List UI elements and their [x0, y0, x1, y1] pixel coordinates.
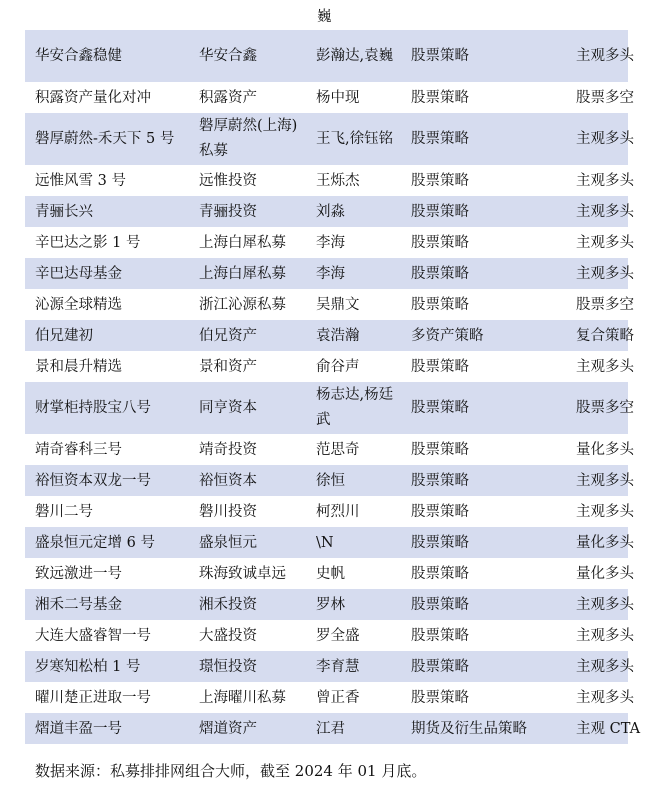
- company-cell: 伯兄资产: [189, 320, 306, 351]
- manager-cell: 刘淼: [306, 196, 401, 227]
- table-row: [25, 465, 628, 496]
- manager-cell: 王飞,徐钰铭: [306, 113, 401, 165]
- fund-name-cell: 致远激进一号: [35, 565, 122, 582]
- sub-strategy-cell: 主观多头: [544, 465, 628, 496]
- company-cell: 盛泉恒元: [189, 527, 306, 558]
- fund-name-cell: 积露资产量化对冲: [35, 89, 151, 106]
- strategy-cell: 股票策略: [401, 465, 544, 496]
- fund-name-cell: 湘禾二号基金: [25, 589, 189, 620]
- table-row: [25, 589, 628, 620]
- fund-name-cell: 青骊长兴: [25, 196, 189, 227]
- fund-name-cell: 远惟风雪 3 号: [35, 172, 126, 189]
- fund-name-cell: 辛巴达之影 1 号: [35, 234, 141, 251]
- sub-strategy-cell: 量化多头: [544, 527, 628, 558]
- table-row: [25, 651, 628, 682]
- table-row: [25, 30, 628, 82]
- table-row: [25, 496, 628, 527]
- manager-cell: 杨中现: [316, 89, 360, 106]
- source-note: 数据来源：私募排排网组合大师，截至 2024 年 01 月底。: [35, 762, 427, 780]
- company-cell: 上海白犀私募: [189, 258, 306, 289]
- table-row: [25, 558, 628, 589]
- strategy-cell: 股票策略: [401, 196, 544, 227]
- strategy-cell: 股票策略: [401, 527, 544, 558]
- manager-cell: 俞谷声: [316, 358, 360, 375]
- sub-strategy-cell: 主观多头: [576, 358, 634, 375]
- company-cell: 湘禾投资: [189, 589, 306, 620]
- company-cell: 浙江沁源私募: [199, 296, 286, 313]
- manager-cell: 吴鼎文: [316, 296, 360, 313]
- sub-strategy-cell: 主观多头: [576, 689, 634, 706]
- company-cell: 青骊投资: [189, 196, 306, 227]
- manager-cell: 史帆: [316, 565, 345, 582]
- strategy-cell: 股票策略: [401, 30, 544, 82]
- strategy-cell: 多资产策略: [401, 320, 544, 351]
- fund-name-cell: 磐厚蔚然-禾天下 5 号: [25, 113, 189, 165]
- table-row: [25, 351, 628, 382]
- table-row: [25, 713, 628, 744]
- fund-name-cell: 沁源全球精选: [35, 296, 122, 313]
- manager-cell: 李海: [306, 258, 401, 289]
- fund-name-cell: 华安合鑫稳健: [25, 30, 189, 82]
- sub-strategy-cell: 主观多头: [576, 627, 634, 644]
- manager-cell: \N: [306, 527, 401, 558]
- fund-name-cell: 大连大盛睿智一号: [35, 627, 151, 644]
- manager-cell: 李海: [316, 234, 345, 251]
- sub-strategy-cell: 股票多空: [576, 296, 634, 313]
- strategy-cell: 股票策略: [401, 258, 544, 289]
- sub-strategy-cell: 主观多头: [576, 172, 634, 189]
- fund-name-cell: 裕恒资本双龙一号: [25, 465, 189, 496]
- sub-strategy-cell: 复合策略: [544, 320, 628, 351]
- strategy-cell: 股票策略: [411, 358, 469, 375]
- company-cell: 上海白犀私募: [199, 234, 286, 251]
- sub-strategy-cell: 主观多头: [544, 196, 628, 227]
- fund-table-body: [25, 30, 641, 744]
- table-row: [25, 196, 628, 227]
- sub-strategy-cell: 主观 CTA: [544, 713, 628, 744]
- sub-strategy-cell: 股票多空: [576, 89, 634, 106]
- sub-strategy-cell: 量化多头: [576, 441, 634, 458]
- fund-name-cell: 岁寒知松柏 1 号: [25, 651, 189, 682]
- strategy-cell: 股票策略: [401, 651, 544, 682]
- strategy-cell: 股票策略: [411, 172, 469, 189]
- company-cell: 大盛投资: [199, 627, 257, 644]
- sub-strategy-cell: 主观多头: [576, 234, 634, 251]
- fund-name-cell: 曜川楚正进取一号: [35, 689, 151, 706]
- fund-name-cell: 景和晨升精选: [35, 358, 122, 375]
- sub-strategy-cell: 主观多头: [544, 258, 628, 289]
- company-cell: 珠海致诚卓远: [199, 565, 286, 582]
- table-row: [25, 258, 628, 289]
- sub-strategy-cell: 主观多头: [576, 503, 634, 520]
- manager-cell: 范思奇: [316, 441, 360, 458]
- sub-strategy-cell: 股票多空: [544, 382, 628, 434]
- manager-cell: 罗全盛: [316, 627, 360, 644]
- sub-strategy-cell: 主观多头: [544, 589, 628, 620]
- company-cell: 靖奇投资: [199, 441, 257, 458]
- strategy-cell: 股票策略: [411, 441, 469, 458]
- fund-name-cell: 熠道丰盈一号: [25, 713, 189, 744]
- table-row: [25, 382, 628, 434]
- strategy-cell: 股票策略: [401, 382, 544, 434]
- company-cell: 裕恒资本: [189, 465, 306, 496]
- company-cell: 远惟投资: [199, 172, 257, 189]
- strategy-cell: 期货及衍生品策略: [401, 713, 544, 744]
- strategy-cell: 股票策略: [411, 627, 469, 644]
- sub-strategy-cell: 主观多头: [544, 30, 628, 82]
- wrapped-manager-fragment: 巍: [317, 9, 332, 25]
- strategy-cell: 股票策略: [411, 89, 469, 106]
- manager-cell: 曾正香: [316, 689, 360, 706]
- table-row: [25, 527, 628, 558]
- manager-cell: 罗林: [306, 589, 401, 620]
- table-row: [25, 113, 628, 165]
- strategy-cell: 股票策略: [401, 589, 544, 620]
- fund-name-cell: 靖奇睿科三号: [35, 441, 122, 458]
- table-row: [25, 165, 628, 196]
- strategy-cell: 股票策略: [411, 565, 469, 582]
- table-row: [25, 434, 628, 465]
- company-cell: 景和资产: [199, 358, 257, 375]
- strategy-cell: 股票策略: [411, 234, 469, 251]
- company-cell: 积露资产: [199, 89, 257, 106]
- fund-table: [25, 30, 641, 744]
- manager-cell: 柯烈川: [316, 503, 360, 520]
- sub-strategy-cell: 主观多头: [544, 113, 628, 165]
- fund-name-cell: 伯兄建初: [25, 320, 189, 351]
- manager-cell: 王烁杰: [316, 172, 360, 189]
- company-cell: 华安合鑫: [189, 30, 306, 82]
- strategy-cell: 股票策略: [411, 689, 469, 706]
- table-row: [25, 320, 628, 351]
- company-cell: 熠道资产: [189, 713, 306, 744]
- company-cell: 磐川投资: [199, 503, 257, 520]
- fund-name-cell: 辛巴达母基金: [25, 258, 189, 289]
- table-row: [25, 682, 628, 713]
- manager-cell: 杨志达,杨廷武: [306, 382, 401, 434]
- fund-name-cell: 财掌柜持股宝八号: [25, 382, 189, 434]
- manager-cell: 李育慧: [306, 651, 401, 682]
- sub-strategy-cell: 量化多头: [576, 565, 634, 582]
- company-cell: 同亨资本: [189, 382, 306, 434]
- fund-name-cell: 盛泉恒元定增 6 号: [25, 527, 189, 558]
- manager-cell: 江君: [306, 713, 401, 744]
- company-cell: 上海曜川私募: [199, 689, 286, 706]
- manager-cell: 彭瀚达,袁巍: [306, 30, 401, 82]
- strategy-cell: 股票策略: [401, 113, 544, 165]
- company-cell: 磐厚蔚然(上海)私募: [189, 113, 306, 165]
- table-row: [25, 82, 628, 113]
- strategy-cell: 股票策略: [411, 503, 469, 520]
- fund-name-cell: 磐川二号: [35, 503, 93, 520]
- sub-strategy-cell: 主观多头: [544, 651, 628, 682]
- manager-cell: 袁浩瀚: [306, 320, 401, 351]
- table-row: [25, 620, 628, 651]
- manager-cell: 徐恒: [306, 465, 401, 496]
- previous-row-continuation: [0, 0, 669, 30]
- company-cell: 璟恒投资: [189, 651, 306, 682]
- table-row: [25, 227, 628, 258]
- strategy-cell: 股票策略: [411, 296, 469, 313]
- table-row: [25, 289, 628, 320]
